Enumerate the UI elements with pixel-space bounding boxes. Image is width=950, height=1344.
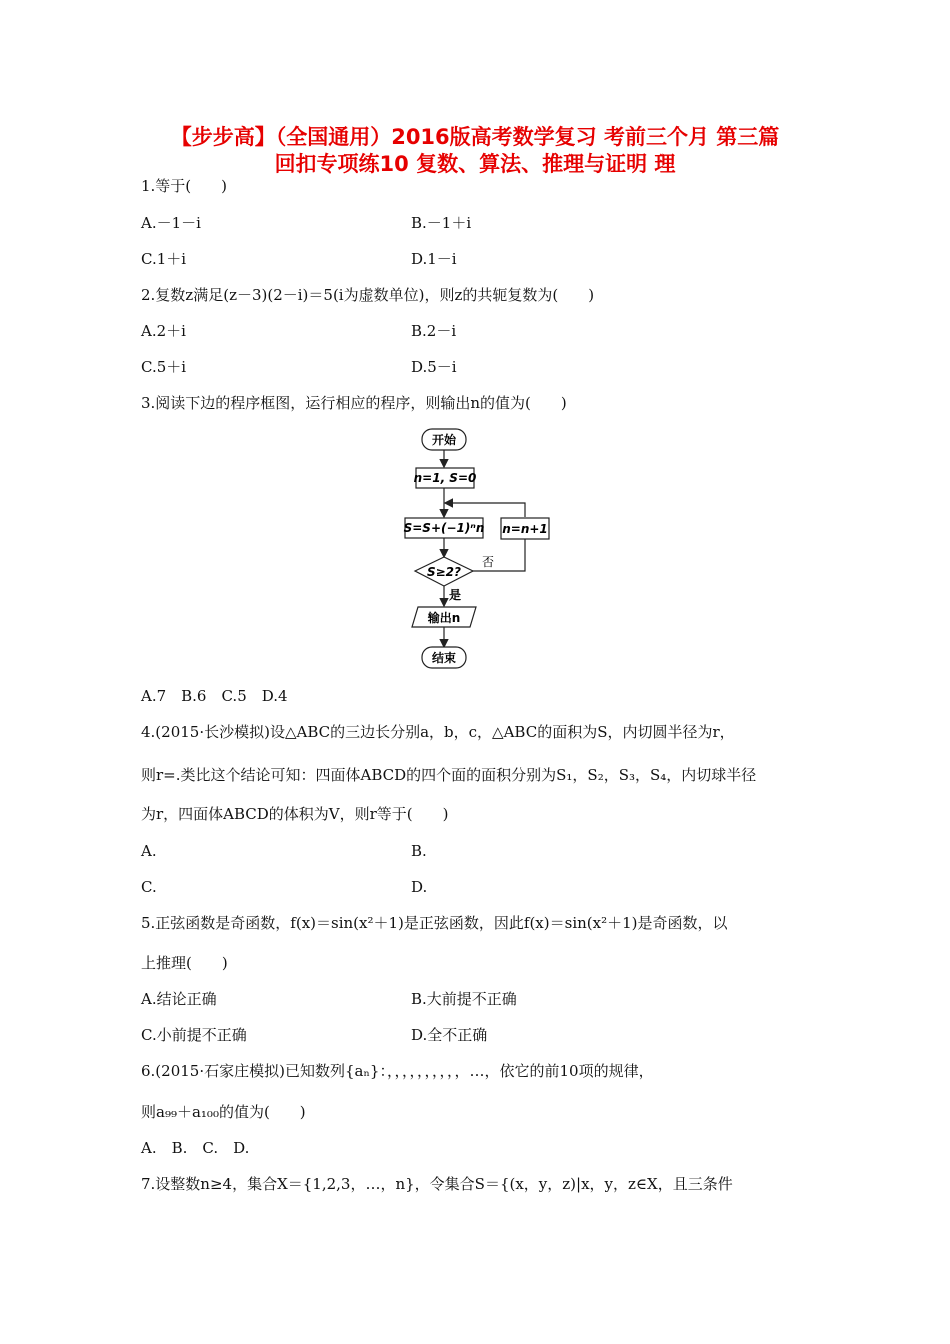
question-4-option-c: C. bbox=[141, 878, 157, 896]
question-5-option-d: D.全不正确 bbox=[411, 1026, 488, 1044]
flowchart-increment-label: n=n+1 bbox=[502, 522, 548, 536]
flowchart-init-label: n=1, S=0 bbox=[413, 471, 477, 485]
question-4-line-2: 则r=.类比这个结论可知：四面体ABCD的四个面的面积分别为S₁，S₂，S₃，S₄，内切球半径 bbox=[141, 766, 757, 784]
question-2-option-d: D.5－i bbox=[411, 358, 457, 376]
program-flowchart bbox=[380, 425, 580, 675]
document-title-line-2: 回扣专项练10 复数、算法、推理与证明 理 bbox=[274, 152, 676, 176]
flowchart-start-label: 开始 bbox=[431, 433, 457, 447]
question-2-option-c: C.5＋i bbox=[141, 358, 187, 376]
question-2-stem: 2.复数z满足(z－3)(2－i)＝5(i为虚数单位)，则z的共轭复数为( ) bbox=[141, 286, 595, 304]
question-5-option-b: B.大前提不正确 bbox=[411, 990, 517, 1008]
question-1-option-a: A.－1－i bbox=[141, 214, 201, 232]
question-5-option-c: C.小前提不正确 bbox=[141, 1026, 247, 1044]
question-3-options: A.7 B.6 C.5 D.4 bbox=[141, 687, 288, 705]
question-2-option-b: B.2－i bbox=[411, 322, 457, 340]
document-title-line-1: 【步步高】（全国通用）2016版高考数学复习 考前三个月 第三篇 bbox=[170, 125, 780, 149]
question-7-line-1: 7.设整数n≥4，集合X＝{1,2,3，…，n}，令集合S＝{(x，y，z)|x，y，z∈X，且三条件 bbox=[141, 1175, 733, 1193]
question-4-option-b: B. bbox=[411, 842, 427, 860]
flowchart-output-label: 输出n bbox=[427, 611, 461, 625]
question-6-line-1: 6.(2015·石家庄模拟)已知数列{aₙ}：，，，，，，，，，，…，依它的前10项的规律， bbox=[141, 1062, 654, 1080]
flowchart-no-label: 否 bbox=[481, 555, 495, 569]
flowchart-yes-label: 是 bbox=[448, 588, 462, 602]
question-5-line-1: 5.正弦函数是奇函数，f(x)＝sin(x²＋1)是正弦函数，因此f(x)＝sin(x²＋1)是奇函数，以 bbox=[141, 914, 728, 932]
flowchart-condition-label: S≥2? bbox=[426, 565, 462, 579]
question-2-option-a: A.2＋i bbox=[141, 322, 186, 340]
question-4-option-a: A. bbox=[141, 842, 157, 860]
flowchart-update-label: S=S+(−1)ⁿn bbox=[403, 521, 485, 535]
flowchart-end-label: 结束 bbox=[431, 651, 457, 665]
question-1-option-b: B.－1＋i bbox=[411, 214, 472, 232]
question-6-line-2: 则a₉₉＋a₁₀₀的值为( ) bbox=[141, 1103, 306, 1121]
question-5-line-2: 上推理( ) bbox=[141, 954, 228, 972]
question-1-option-c: C.1＋i bbox=[141, 250, 187, 268]
question-4-line-1: 4.(2015·长沙模拟)设△ABC的三边长分别a，b，c，△ABC的面积为S，内切圆半径为r， bbox=[141, 723, 735, 741]
question-5-option-a: A.结论正确 bbox=[141, 990, 217, 1008]
question-1-option-d: D.1－i bbox=[411, 250, 457, 268]
question-6-options: A. B. C. D. bbox=[141, 1139, 250, 1157]
question-4-option-d: D. bbox=[411, 878, 428, 896]
question-4-line-3: 为r，四面体ABCD的体积为V，则r等于( ) bbox=[141, 805, 449, 823]
question-3-stem: 3.阅读下边的程序框图，运行相应的程序，则输出n的值为( ) bbox=[141, 394, 567, 412]
question-1-stem: 1.等于( ) bbox=[141, 177, 228, 195]
